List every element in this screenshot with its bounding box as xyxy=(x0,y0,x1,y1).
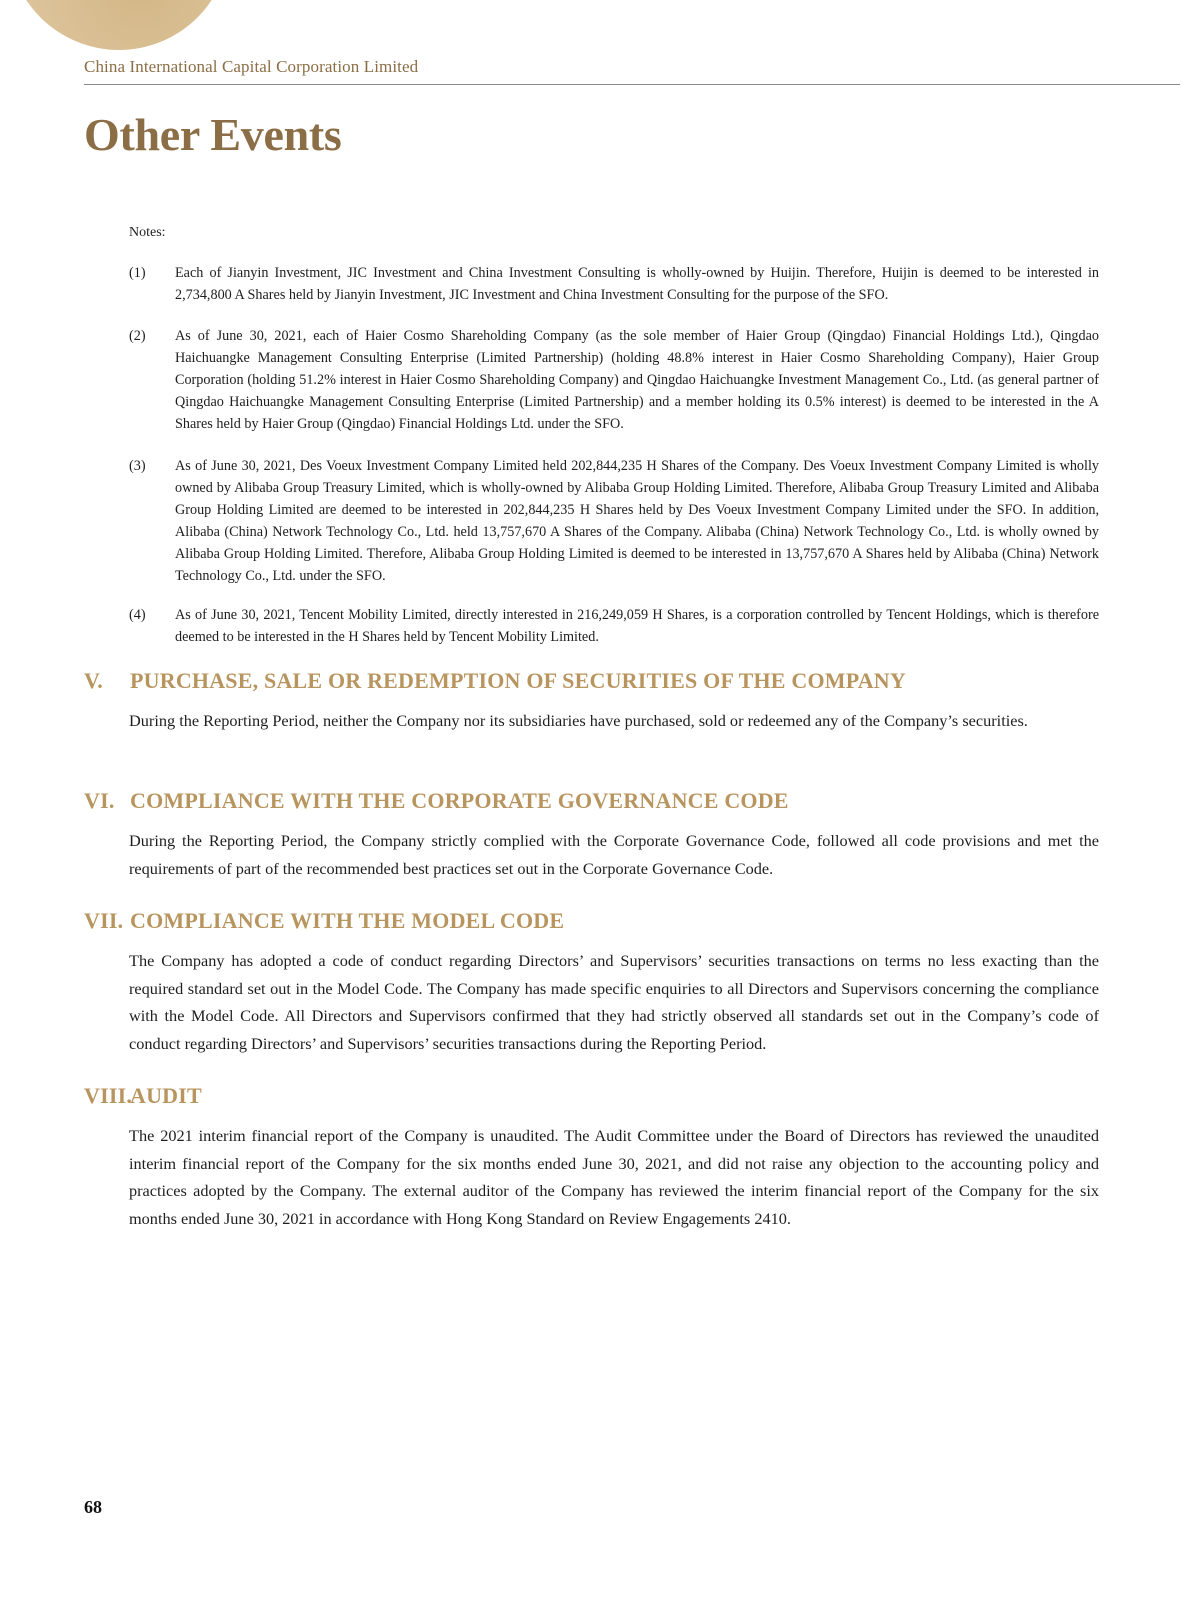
section-heading-audit xyxy=(84,1083,202,1109)
note-number: (4) xyxy=(129,607,146,623)
section-title: COMPLIANCE WITH THE CORPORATE GOVERNANCE CODE xyxy=(130,788,789,813)
note-text: As of June 30, 2021, Des Voeux Investment Company Limited held 202,844,235 H Shares of the Company. Des Voeux Investment Company Limited is wholly owned by Alibaba Group Treasury Limited, which is wholly-owned by Alibaba Group Holding Limited. Therefore, Alibaba Group Treasury Limited and Alibaba Group Holding Limited are deemed to be interested in 202,844,235 H Shares held by Des Voeux Investment Company Limited under the SFO. In addition, Alibaba (China) Network Technology Co., Ltd. held 13,757,670 A Shares of the Company. Alibaba (China) Network Technology Co., Ltd. is wholly owned by Alibaba Group Holding Limited. Therefore, Alibaba Group Holding Limited is deemed to be interested in 13,757,670 A Shares held by Alibaba (China) Network Technology Co., Ltd. under the SFO. xyxy=(175,458,1099,584)
page-title: Other Events xyxy=(84,109,342,160)
note-item xyxy=(129,325,1099,435)
note-item xyxy=(129,455,1099,587)
section-body-model-code: The Company has adopted a code of conduct regarding Directors’ and Supervisors’ securities transactions on terms no less exacting than the required standard set out in the Model Code. The Company has made specific enquiries to all Directors and Supervisors concerning the compliance with the Model Code. All Directors and Supervisors confirmed that they had strictly observed all standards set out in the Company’s code of conduct regarding Directors’ and Supervisors’ securities transactions during the Reporting Period. xyxy=(129,951,1099,1053)
section-title: COMPLIANCE WITH THE MODEL CODE xyxy=(130,908,565,933)
section-title: PURCHASE, SALE OR REDEMPTION OF SECURITIES OF THE COMPANY xyxy=(130,668,906,693)
page-number: 68 xyxy=(84,1497,102,1517)
note-text: As of June 30, 2021, Tencent Mobility Limited, directly interested in 216,249,059 H Shares, is a corporation controlled by Tencent Holdings, which is therefore deemed to be interested in the H Shares held by Tencent Mobility Limited. xyxy=(175,607,1099,645)
section-number: V. xyxy=(84,668,103,693)
note-text: Each of Jianyin Investment, JIC Investment and China Investment Consulting is wholly-owned by Huijin. Therefore, Huijin is deemed to be interested in 2,734,800 A Shares held by Jianyin Investment, JIC Investment and China Investment Consulting for the purpose of the SFO. xyxy=(175,265,1099,303)
section-title: AUDIT xyxy=(130,1083,202,1108)
section-body-corporate-governance: During the Reporting Period, the Company strictly complied with the Corporate Governance Code, followed all code provisions and met the requirements of part of the recommended best practices set out in the Corporate Governance Code. xyxy=(129,831,1099,878)
note-number: (2) xyxy=(129,328,146,344)
running-header-company: China International Capital Corporation Limited xyxy=(84,57,419,76)
section-heading-purchase-sale-redemption xyxy=(84,668,906,694)
section-heading-model-code xyxy=(84,908,564,934)
note-number: (1) xyxy=(129,265,146,281)
section-number: VI. xyxy=(84,788,115,813)
decorative-gold-circle xyxy=(8,0,230,50)
section-body-purchase-sale-redemption: During the Reporting Period, neither the Company nor its subsidiaries have purchased, sold or redeemed any of the Company’s securities. xyxy=(129,711,1028,730)
section-number: VII. xyxy=(84,908,124,933)
section-number: VIII. xyxy=(84,1083,133,1108)
note-item xyxy=(129,604,1099,648)
note-text: As of June 30, 2021, each of Haier Cosmo Shareholding Company (as the sole member of Haier Group (Qingdao) Financial Holdings Ltd.), Qingdao Haichuangke Management Consulting Enterprise (Limited Partnership) (holding 48.8% interest in Haier Cosmo Shareholding Company), Haier Group Corporation (holding 51.2% interest in Haier Cosmo Shareholding Company) and Qingdao Haichuangke Investment Management Co., Ltd. (as general partner of Qingdao Haichuangke Management Consulting Enterprise (Limited Partnership) and a member holding its 0.5% interest) is deemed to be interested in the A Shares held by Haier Group (Qingdao) Financial Holdings Ltd. under the SFO. xyxy=(175,328,1099,432)
section-body-audit: The 2021 interim financial report of the Company is unaudited. The Audit Committee under the Board of Directors has reviewed the unaudited interim financial report of the Company for the six months ended June 30, 2021, and did not raise any objection to the accounting policy and practices adopted by the Company. The external auditor of the Company has reviewed the interim financial report of the Company for the six months ended June 30, 2021 in accordance with Hong Kong Standard on Review Engagements 2410. xyxy=(129,1126,1099,1228)
header-divider xyxy=(84,84,1180,85)
note-item xyxy=(129,262,1099,306)
notes-label: Notes: xyxy=(129,225,166,240)
note-number: (3) xyxy=(129,458,146,474)
section-heading-corporate-governance xyxy=(84,788,789,814)
